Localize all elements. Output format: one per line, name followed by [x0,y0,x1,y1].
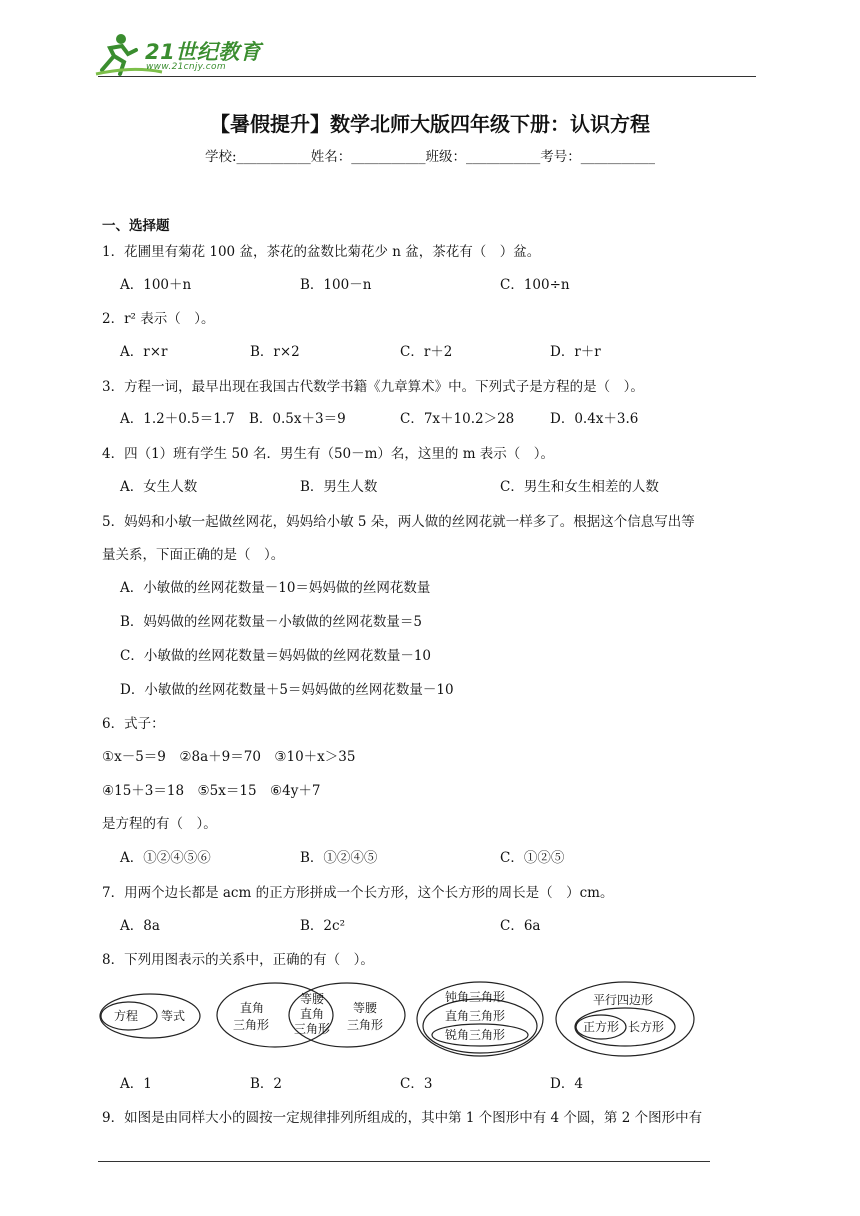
q8-fig1-outer-label: 等式 [161,1009,186,1023]
q8-option-b[interactable]: B．2 [250,1076,283,1092]
q5-stem-line1: 5．妈妈和小敏一起做丝网花，妈妈给小敏 5 朵，两人做的丝网花就一样多了。根据这个信息写出等 [102,514,695,530]
q8-fig2-right-line2: 三角形 [347,1018,384,1032]
q4-option-b[interactable]: B．男生人数 [300,479,378,495]
logo-text: 21世纪教育 [145,40,262,64]
q4-option-c[interactable]: C．男生和女生相差的人数 [500,479,659,495]
q6-question-line: 是方程的有（ ）。 [102,816,217,832]
q8-fig4-outer-label: 平行四边形 [593,993,654,1007]
q8-fig2-left-line2: 三角形 [233,1018,270,1032]
q6-option-a[interactable]: A．①②④⑤⑥ [120,850,211,866]
q8-fig2-left-line1: 直角 [240,1001,265,1015]
q6-option-b[interactable]: B．①②④⑤ [300,850,378,866]
q3-option-b[interactable]: B．0.5x＋3＝9 [249,411,346,427]
q4-option-a[interactable]: A．女生人数 [120,479,198,495]
q8-fig3-label-right: 直角三角形 [445,1009,506,1023]
page-title: 【暑假提升】数学北师大版四年级下册：认识方程 [210,112,650,136]
q2-option-c[interactable]: C．r＋2 [400,344,453,360]
logo-url: www.21cnjy.com [146,62,226,72]
q7-stem: 7．用两个边长都是 acm 的正方形拼成一个长方形，这个长方形的周长是（ ）cm。 [102,885,614,901]
q6-option-c[interactable]: C．①②⑤ [500,850,565,866]
q8-fig4-inner-label: 正方形 [583,1020,620,1034]
q8-fig1-inner-label: 方程 [114,1009,139,1023]
q9-stem: 9．如图是由同样大小的圆按一定规律排列所组成的，其中第 1 个图形中有 4 个圆，第 2 个图形中有 [102,1110,703,1126]
q5-stem-line2: 量关系，下面正确的是（ ）。 [102,547,285,563]
q3-option-c[interactable]: C．7x＋10.2＞28 [400,411,515,427]
q8-venn-diagrams [95,980,705,1060]
q5-option-c[interactable]: C．小敏做的丝网花数量＝妈妈做的丝网花数量－10 [120,648,432,664]
q5-option-a[interactable]: A．小敏做的丝网花数量－10＝妈妈做的丝网花数量 [120,580,431,596]
q2-option-a[interactable]: A．r×r [120,344,168,360]
q5-option-d[interactable]: D．小敏做的丝网花数量＋5＝妈妈做的丝网花数量－10 [120,682,454,698]
header-divider [98,76,756,77]
q8-figure-4 [556,982,694,1056]
student-info-line: 学校:___________姓名：___________班级：___________考号：___________ [204,149,656,165]
q2-option-b[interactable]: B．r×2 [250,344,300,360]
q1-option-a[interactable]: A．100＋n [120,277,192,293]
q8-option-d[interactable]: D．4 [550,1076,583,1092]
q8-figure-2 [217,983,405,1047]
q7-option-b[interactable]: B．2c² [300,918,345,934]
q7-option-c[interactable]: C．6a [500,918,541,934]
q2-stem: 2．r² 表示（ ）。 [102,311,215,327]
q8-figure-1 [100,994,200,1038]
q1-stem: 1．花圃里有菊花 100 盆，茶花的盆数比菊花少 n 盆，茶花有（ ）盆。 [102,244,541,260]
q3-option-a[interactable]: A．1.2＋0.5＝1.7 [120,411,235,427]
q8-option-c[interactable]: C．3 [400,1076,433,1092]
q8-stem: 8．下列用图表示的关系中，正确的有（ ）。 [102,952,374,968]
q8-fig3-label-acute: 锐角三角形 [445,1028,506,1042]
q3-stem: 3．方程一词，最早出现在我国古代数学书籍《九章算术》中。下列式子是方程的是（ ）。 [102,379,644,395]
q8-fig2-right-line1: 等腰 [353,1001,378,1015]
q8-option-a[interactable]: A．1 [120,1076,152,1092]
section-heading: 一、选择题 [102,218,170,234]
q1-option-b[interactable]: B．100－n [300,277,372,293]
q8-fig2-mid-line3: 三角形 [294,1022,331,1036]
q8-fig2-mid-line2: 直角 [300,1007,325,1021]
q6-stem: 6．式子： [102,716,165,732]
footer-divider [98,1161,710,1162]
q2-option-d[interactable]: D．r＋r [550,344,601,360]
q6-expressions-line2: ④15＋3＝18 ⑤5x＝15 ⑥4y＋7 [102,783,321,799]
q5-option-b[interactable]: B．妈妈做的丝网花数量－小敏做的丝网花数量＝5 [120,614,423,630]
q1-option-c[interactable]: C．100÷n [500,277,570,293]
q8-fig2-mid-line1: 等腰 [300,992,325,1006]
q6-expressions-line1: ①x－5＝9 ②8a＋9＝70 ③10＋x＞35 [102,749,356,765]
q8-figure-3 [417,982,543,1056]
q3-option-d[interactable]: D．0.4x＋3.6 [550,411,639,427]
q8-fig3-label-obtuse: 钝角三角形 [445,990,506,1004]
q4-stem: 4．四（1）班有学生 50 名．男生有（50－m）名，这里的 m 表示（ ）。 [102,446,555,462]
q7-option-a[interactable]: A．8a [120,918,160,934]
q8-fig4-middle-label: 长方形 [628,1020,665,1034]
